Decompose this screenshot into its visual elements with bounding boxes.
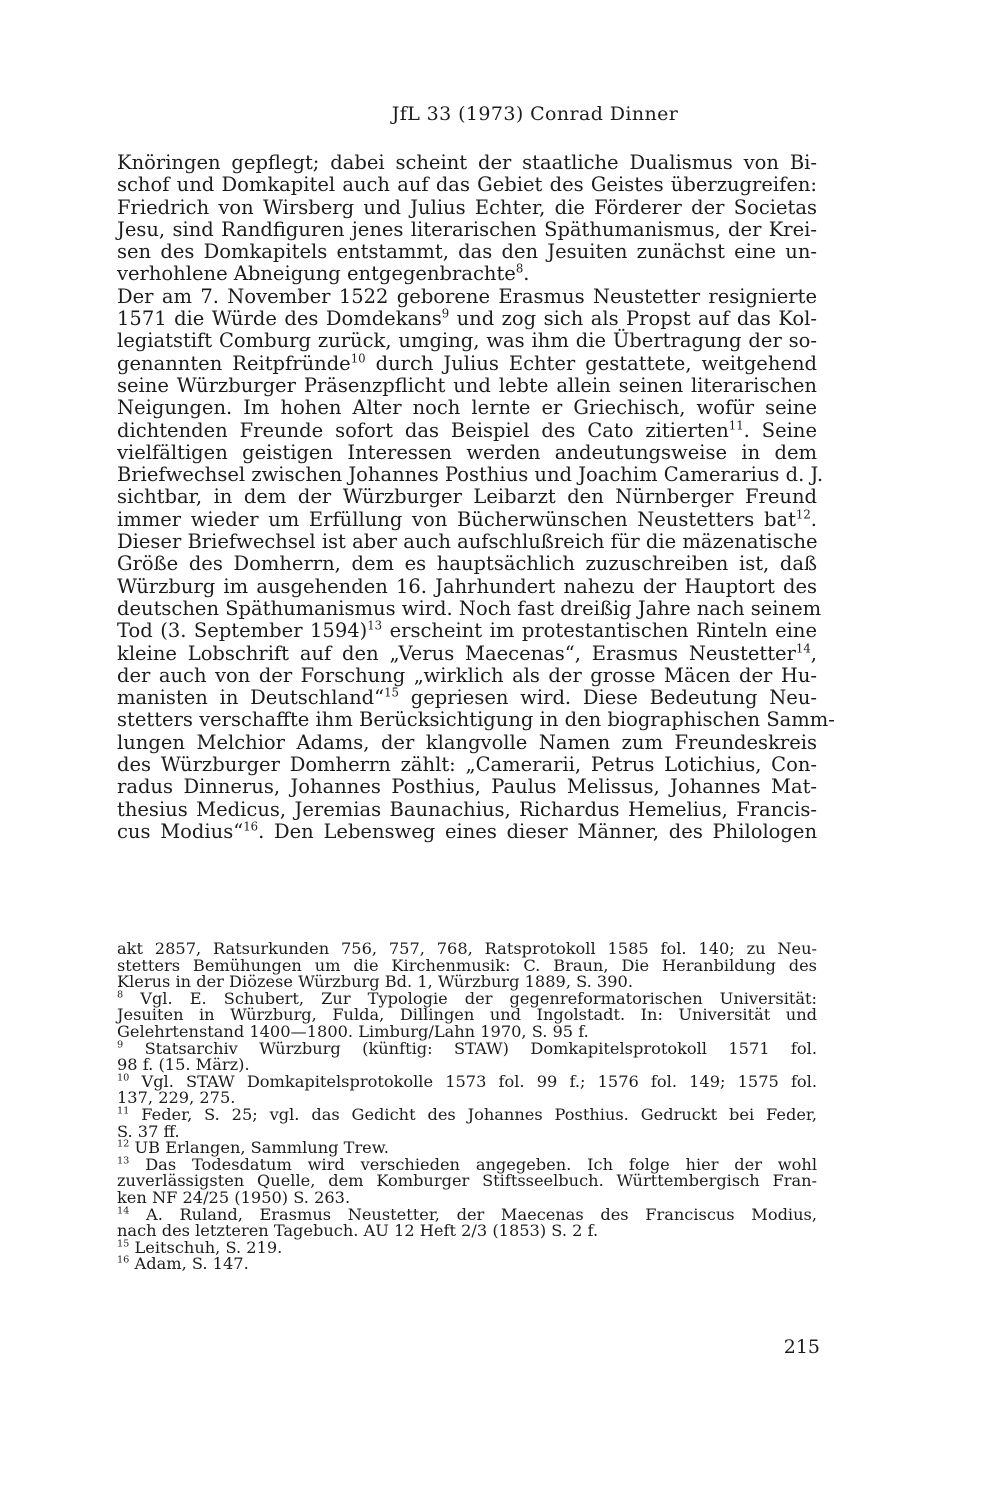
body-line — [117, 821, 817, 843]
body-line-text: , — [810, 641, 817, 665]
footnote-reference: 12 — [795, 507, 811, 522]
body-line — [117, 708, 835, 732]
footnote-reference: 10 — [350, 351, 366, 366]
body-line — [117, 330, 817, 352]
body-line-text: sen des Domkapitels entstammt, das den Jesuiten zunächst eine un- — [117, 240, 817, 264]
body-line-text: legiatstift Comburg zurück, umging, was ihm die Übertragung der so- — [117, 329, 817, 353]
body-line — [117, 420, 817, 442]
body-line-text: . — [523, 262, 530, 286]
footnote-number: 14 — [117, 1205, 130, 1217]
body-line-text: und zog sich als Propst auf das Kol- — [449, 307, 817, 331]
body-line — [117, 596, 822, 620]
body-line-text: Tod (3. September 1594) — [117, 619, 368, 643]
footnote-line-text: Feder, S. 25; vgl. das Gedicht des Johannes Posthius. Gedruckt bei Feder, — [129, 1104, 817, 1124]
body-line-text: manisten in Deutschland“ — [117, 686, 385, 710]
footnote-reference: 13 — [367, 618, 383, 633]
footnote-line-text: Das Todesdatum wird verschieden angegeben. Ich folge hier der wohl — [129, 1154, 817, 1174]
body-line-text: . — [810, 507, 817, 531]
footnote-line-text: zuverlässigsten Quelle, dem Komburger Stiftsseelbuch. Württembergisch Fran- — [117, 1171, 817, 1191]
footnote-number: 16 — [117, 1254, 130, 1266]
body-line — [117, 754, 817, 776]
body-line — [117, 397, 817, 419]
body-line — [117, 799, 817, 821]
body-line — [117, 442, 817, 464]
body-line — [117, 665, 817, 687]
footnotes — [117, 941, 817, 1273]
footnote-line-text: Klerus in der Diözese Würzburg Bd. 1, Würzburg 1889, S. 390. — [117, 972, 633, 992]
body-line-text: seine Würzburger Präsenzpflicht und lebte allein seinen literarischen — [117, 373, 817, 397]
body-line-text: des Würzburger Domherrn zählt: „Camerarii, Petrus Lotichius, Con- — [117, 753, 817, 777]
body-line-text: Briefwechsel zwischen Johannes Posthius und Joachim Camerarius d. J. — [117, 463, 824, 487]
body-line-text: genannten Reitpfründe — [117, 351, 351, 375]
footnote-number: 12 — [117, 1138, 130, 1150]
body-line — [117, 152, 817, 174]
body-line — [117, 286, 817, 308]
body-line-text: Neigungen. Im hohen Alter noch lernte er Griechisch, wofür seine — [117, 396, 817, 420]
footnote-reference: 16 — [243, 819, 259, 834]
body-line-text: . Seine — [743, 418, 817, 442]
footnote-line-text: Vgl. E. Schubert, Zur Typologie der gegenreformatorischen Universität: — [123, 988, 817, 1008]
body-line — [117, 197, 817, 219]
body-line — [117, 620, 817, 642]
body-line-text: Knöringen gepflegt; dabei scheint der staatliche Dualismus von Bi- — [117, 151, 817, 174]
body-line-text: thesius Medicus, Jeremias Baunachius, Richardus Hemelius, Francis- — [117, 797, 817, 821]
body-line — [117, 463, 824, 487]
footnote-line — [117, 1256, 817, 1273]
body-line-text: radus Dinnerus, Johannes Posthius, Paulus Melissus, Johannes Mat- — [117, 775, 817, 799]
footnote-number: 9 — [117, 1039, 124, 1051]
body-line-text: schof und Domkapitel auch auf das Gebiet des Geistes überzugreifen: — [117, 173, 817, 197]
body-line — [117, 643, 817, 665]
footnote-number: 13 — [117, 1155, 130, 1167]
footnote-line-text: 98 f. (15. März). — [117, 1055, 250, 1075]
footnote-reference: 9 — [441, 306, 450, 321]
footnote-number: 10 — [117, 1072, 130, 1084]
footnote-line-text: Adam, S. 147. — [129, 1254, 249, 1274]
body-line-text: immer wieder um Erfüllung von Bücherwünschen Neustetters bat — [117, 507, 796, 531]
footnote-line-text: UB Erlangen, Sammlung Trew. — [129, 1138, 389, 1158]
body-line — [117, 263, 817, 285]
footnote-reference: 15 — [384, 685, 399, 700]
footnote-line-text: akt 2857, Ratsurkunden 756, 757, 768, Ratsprotokoll 1585 fol. 140; zu Neu- — [117, 939, 817, 958]
body-line — [117, 375, 817, 397]
body-line — [117, 776, 817, 798]
body-line-text: stetters verschaffte ihm Berücksichtigung in den biographischen Samm- — [117, 708, 835, 732]
running-head: JfL 33 (1973) Conrad Dinner — [391, 103, 679, 125]
footnote-line-text: Gelehrtenstand 1400—1800. Limburg/Lahn 1970, S. 95 f. — [117, 1021, 589, 1041]
body-line-text: gepriesen wird. Diese Bedeutung Neu- — [398, 686, 817, 710]
footnote-line-text: Leitschuh, S. 219. — [129, 1237, 283, 1257]
body-line — [117, 509, 817, 531]
body-line-text: lungen Melchior Adams, der klangvolle Namen zum Freundeskreis — [117, 730, 817, 754]
footnote-line-text: Jesuiten in Würzburg, Fulda, Dillingen und Ingolstadt. In: Universität und — [117, 1005, 817, 1025]
page-number: 215 — [783, 1336, 820, 1358]
footnote-line-text: ken NF 24/25 (1950) S. 263. — [117, 1187, 351, 1207]
body-line — [117, 732, 817, 754]
footnote-number: 8 — [117, 989, 124, 1001]
body-line — [117, 353, 817, 375]
footnote-line-text: Statsarchiv Würzburg (künftig: STAW) Domkapitelsprotokoll 1571 fol. — [123, 1038, 817, 1058]
body-line — [117, 241, 817, 263]
footnote-reference: 11 — [728, 418, 744, 433]
footnote-reference: 8 — [515, 261, 524, 276]
body-line — [117, 576, 817, 598]
body-line-text: vielfältigen geistigen Interessen werden andeutungsweise in dem — [117, 440, 817, 464]
body-line-text: Größe des Domherrn, dem es hauptsächlich zuzuschreiben ist, daß — [117, 552, 817, 576]
body-line — [117, 308, 817, 330]
body-line-text: . Den Lebensweg eines dieser Männer, des Philologen — [258, 819, 817, 843]
body-line — [117, 486, 817, 508]
body-line-text: erscheint im protestantischen Rinteln eine — [382, 619, 817, 643]
body-line-text: verhohlene Abneigung entgegenbrachte — [117, 262, 516, 286]
body-line-text: Würzburg im ausgehenden 16. Jahrhundert nahezu der Hauptort des — [117, 574, 817, 598]
footnote-line-text: stetters Bemühungen um die Kirchenmusik: C. Braun, Die Heranbildung des — [117, 955, 817, 975]
footnote-reference: 14 — [795, 641, 811, 656]
body-line-text: 1571 die Würde des Domdekans — [117, 307, 442, 331]
body-line-text: kleine Lobschrift auf den „Verus Maecenas“, Erasmus Neustetter — [117, 641, 796, 665]
footnote-line-text: A. Ruland, Erasmus Neustetter, der Maecenas des Franciscus Modius, — [129, 1204, 817, 1224]
body-line-text: durch Julius Echter gestattete, weitgehend — [365, 351, 817, 375]
body-line-text: Dieser Briefwechsel ist aber auch aufschlußreich für die mäzenatische — [117, 530, 818, 554]
body-line — [117, 531, 817, 553]
footnote-line — [117, 1104, 817, 1124]
body-line-text: dichtenden Freunde sofort das Beispiel des Cato zitierten — [117, 418, 729, 442]
footnote-line-text: nach des letzteren Tagebuch. AU 12 Heft 2/3 (1853) S. 2 f. — [117, 1221, 599, 1241]
body-line-text: cus Modius“ — [117, 819, 244, 843]
body-line — [117, 553, 817, 575]
footnote-number: 15 — [117, 1238, 130, 1250]
body-line-text: der auch von der Forschung „wirklich als der grosse Mäcen der Hu- — [117, 663, 817, 687]
body-line — [117, 174, 817, 196]
main-text — [117, 151, 835, 843]
body-line-text: Friedrich von Wirsberg und Julius Echter, die Förderer der Societas — [117, 195, 817, 219]
footnote-line-text: 137, 229, 275. — [117, 1088, 236, 1108]
body-line-text: Der am 7. November 1522 geborene Erasmus Neustetter resignierte — [117, 284, 817, 308]
body-line-text: deutschen Späthumanismus wird. Noch fast dreißig Jahre nach seinem — [117, 596, 822, 620]
footnote-number: 11 — [117, 1105, 130, 1117]
body-line-text: Jesu, sind Randfiguren jenes literarischen Späthumanismus, der Krei- — [117, 217, 817, 241]
body-line-text: sichtbar, in dem der Würzburger Leibarzt den Nürnberger Freund — [117, 485, 817, 509]
footnote-line-text: S. 37 ff. — [117, 1121, 180, 1141]
body-line — [117, 687, 817, 709]
footnote-line-text: Vgl. STAW Domkapitelsprotokolle 1573 fol. 99 f.; 1576 fol. 149; 1575 fol. — [129, 1071, 817, 1091]
body-line — [117, 219, 817, 241]
